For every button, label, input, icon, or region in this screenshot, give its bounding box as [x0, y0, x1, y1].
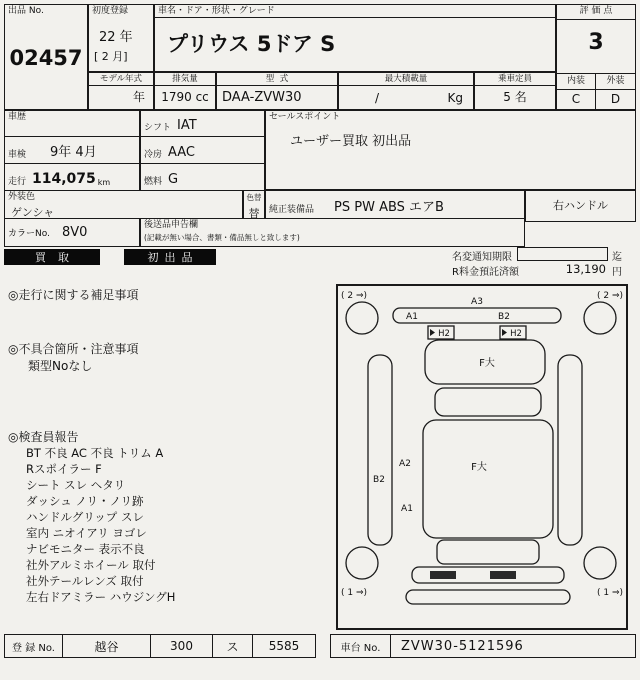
fuel-value: G — [168, 172, 179, 187]
damage-h2-left-label: H2 — [438, 329, 450, 339]
max-load-unit: Kg — [447, 90, 463, 105]
chassis-no-box — [330, 634, 636, 658]
score-box — [556, 4, 636, 74]
recycle-amount: 13,190 — [565, 262, 606, 276]
defect-note-line: 類型Noなし — [28, 359, 93, 373]
model-code-label: 型 式 — [216, 72, 338, 86]
ac-value: AAC — [168, 145, 196, 160]
shift-label: シフト — [144, 123, 172, 133]
sales-point-box — [265, 110, 636, 190]
first-registration-year: 22 年 — [99, 30, 133, 45]
max-load-slash: / — [375, 90, 380, 105]
mileage-unit: km — [97, 178, 111, 187]
damage-a2-side-label: A2 — [399, 459, 411, 469]
damage-f-front-label: F大 — [479, 358, 495, 369]
trunk-panel — [437, 540, 539, 564]
recycle-unit: 円 — [612, 267, 622, 278]
damage-a1-side-label: A1 — [401, 504, 413, 514]
inspection-label: 車検 — [8, 150, 27, 160]
left-side-panel — [368, 355, 392, 545]
tire-grade-bottom-right: ( 1 ⇒) — [596, 588, 623, 598]
chassis-no-value: ZVW30-5121596 — [401, 638, 524, 654]
inspector-line: Rスポイラー F — [26, 462, 102, 476]
fuel-label: 燃料 — [144, 177, 163, 187]
license-plate-mark — [490, 571, 516, 579]
windshield-panel — [435, 388, 541, 416]
name-change-date-box — [517, 247, 608, 261]
damage-h2-right-label: H2 — [510, 329, 522, 339]
later-items-note: (記載が無い場合、書類・備品無しと致します) — [144, 233, 300, 242]
interior-grade: C — [557, 90, 596, 109]
first-registration-month: [ 2 月] — [94, 50, 128, 63]
inspector-line: 社外アルミホイール 取付 — [26, 558, 156, 572]
color-change-label: 色替 — [246, 193, 262, 202]
ac-box — [140, 136, 265, 164]
equipment-label: 純正装備品 — [269, 205, 315, 215]
first-exhibit-badge: 初出品 — [124, 249, 216, 265]
tire-grade-top-right: ( 2 ⇒) — [596, 291, 623, 301]
max-load-value — [338, 85, 474, 110]
mileage-value: 114,075 — [32, 171, 96, 187]
exhibit-no-value: 02457 — [9, 46, 83, 70]
model-year-label: モデル年式 — [88, 72, 154, 86]
score-label: 評 価 点 — [557, 5, 635, 20]
shift-box — [140, 110, 265, 137]
interior-exterior-box — [556, 73, 636, 110]
displacement-label: 排気量 — [154, 72, 216, 86]
roof-panel — [423, 420, 553, 538]
displacement-value: 1790 cc — [154, 85, 216, 110]
color-change-box — [243, 190, 265, 219]
history-label: 車歴 — [8, 112, 27, 122]
damage-a3-label: A3 — [471, 297, 483, 307]
car-diagram — [338, 286, 626, 628]
history-box — [4, 110, 140, 137]
chassis-no-label: 車台 No. — [331, 635, 391, 657]
color-change-value: 替 — [248, 207, 260, 220]
capacity-label: 乗車定員 — [474, 72, 556, 86]
inspector-line: ハンドルグリップ スレ — [26, 510, 144, 524]
color-no-value: 8V0 — [61, 225, 88, 240]
registration-area: 越谷 — [63, 635, 151, 657]
registration-class: 300 — [151, 635, 213, 657]
mileage-box — [4, 163, 140, 191]
color-no-box — [4, 218, 140, 247]
inspector-line: シート スレ ヘタリ — [26, 478, 126, 492]
car-name-box — [154, 17, 556, 72]
equipment-value: PS PW ABS エアB — [334, 200, 444, 215]
running-notes-title: ◎走行に関する補足事項 — [8, 288, 139, 302]
exterior-label: 外装 — [596, 74, 635, 90]
defect-notes-title: ◎不具合箇所・注意事項 — [8, 342, 139, 356]
car-name-value: プリウス 5ドア S — [167, 32, 336, 56]
later-items-box — [140, 218, 525, 247]
interior-label: 内装 — [557, 74, 596, 90]
exterior-color-box — [4, 190, 243, 219]
inspector-line: 左右ドアミラー ハウジングH — [26, 590, 176, 604]
damage-b2-side-label: B2 — [373, 475, 385, 485]
tire-grade-bottom-left: ( 1 ⇒) — [341, 588, 368, 598]
buy-badge: 買取 — [4, 249, 100, 265]
inspector-line: ナビモニター 表示不良 — [26, 542, 145, 556]
registration-kana: ス — [213, 635, 253, 657]
inspection-value: 9年 4月 — [50, 145, 97, 160]
inspector-line: ダッシュ ノリ・ノリ跡 — [26, 494, 144, 508]
inspector-line: BT 不良 AC 不良 トリム A — [26, 446, 164, 460]
inspection-box — [4, 136, 140, 164]
handle-box: 右ハンドル — [525, 190, 636, 222]
registration-number: 5585 — [268, 639, 300, 653]
mileage-label: 走行 — [8, 177, 27, 187]
inspector-report-title: ◎検査員報告 — [8, 430, 79, 444]
license-plate-mark — [430, 571, 456, 579]
wheel-rear-right — [584, 547, 616, 579]
fuel-box — [140, 163, 265, 191]
ac-label: 冷房 — [144, 150, 163, 160]
exterior-color-value: ゲンシャ — [11, 206, 55, 219]
name-change-suffix: 迄 — [612, 252, 622, 263]
tire-grade-top-left: ( 2 ⇒) — [341, 291, 368, 301]
capacity-value: 5 名 — [474, 85, 556, 110]
shift-value: IAT — [177, 118, 197, 133]
rear-bumper-bar — [406, 590, 570, 604]
front-bumper-bar — [393, 308, 561, 323]
registration-no-box — [4, 634, 316, 658]
first-registration-label: 初度登録 — [92, 6, 129, 16]
damage-a1-top-label: A1 — [406, 312, 418, 322]
damage-f-roof-label: F大 — [471, 462, 487, 473]
wheel-front-right — [584, 302, 616, 334]
wheel-front-left — [346, 302, 378, 334]
arrow-icon — [502, 329, 507, 336]
sales-point-label: セールスポイント — [269, 112, 341, 122]
name-change-label: 名変通知期限 — [452, 252, 512, 263]
exterior-color-label: 外装色 — [8, 192, 36, 202]
right-side-panel — [558, 355, 582, 545]
score-value: 3 — [588, 30, 604, 55]
recycle-label: R料金預託済額 — [452, 267, 519, 278]
exhibit-no-box — [4, 4, 88, 110]
later-items-label: 後送品申告欄 — [144, 220, 199, 230]
exterior-grade: D — [610, 92, 621, 106]
model-year-value: 年 — [88, 85, 154, 110]
damage-b2-top-label: B2 — [498, 312, 510, 322]
inspector-line: 社外テールレンズ 取付 — [26, 574, 144, 588]
max-load-label: 最大積載量 — [338, 72, 474, 86]
color-no-label: カラーNo. — [8, 229, 50, 239]
exhibit-no-label: 出品 No. — [8, 6, 44, 16]
car-name-header — [154, 4, 556, 18]
model-code-value: DAA-ZVW30 — [216, 85, 338, 110]
arrow-icon — [430, 329, 435, 336]
wheel-rear-left — [346, 547, 378, 579]
car-diagram-box — [336, 284, 628, 630]
inspector-line: 室内 ニオイアリ ヨゴレ — [26, 526, 147, 540]
equipment-box — [265, 190, 525, 219]
sales-point-value: ユーザー買取 初出品 — [290, 134, 412, 149]
first-registration-box — [88, 4, 154, 72]
car-name-header-label: 車名・ドア・形状・グレード — [158, 6, 275, 16]
registration-no-label: 登 録 No. — [5, 635, 63, 657]
